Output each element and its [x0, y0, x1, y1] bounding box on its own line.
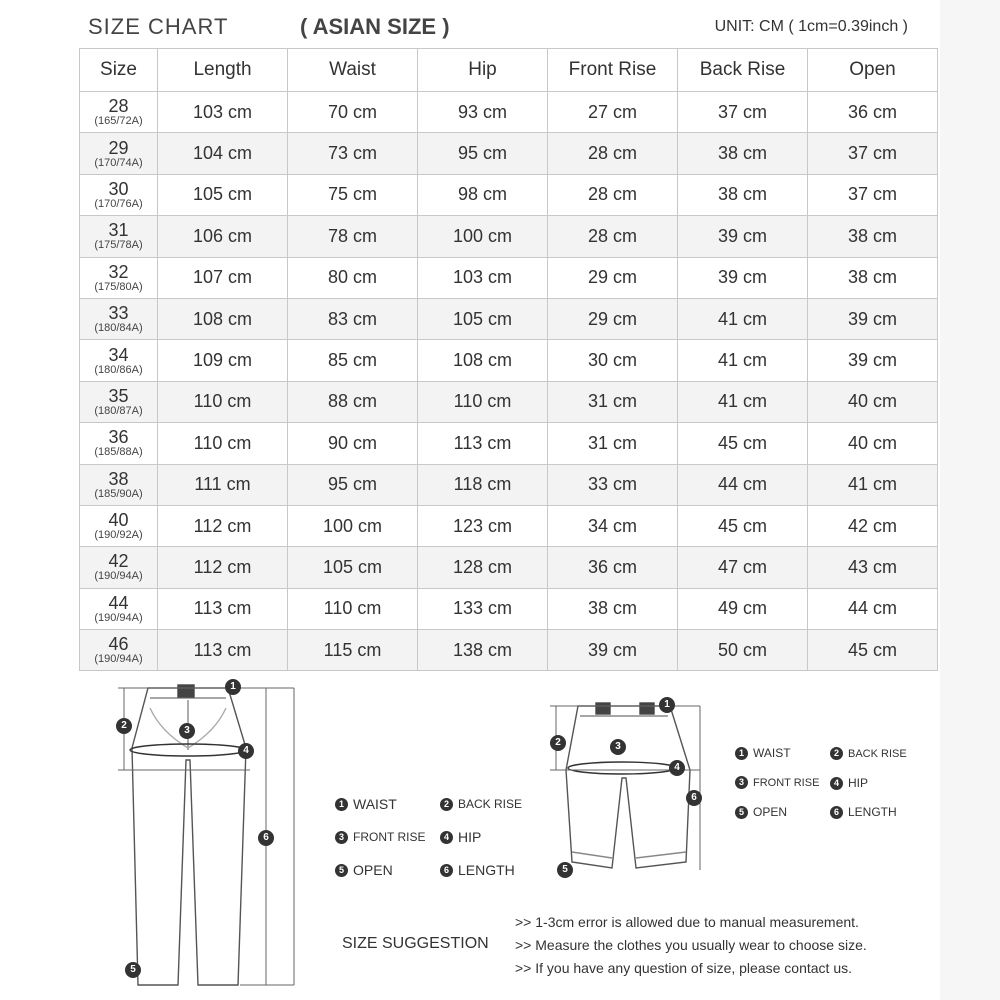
number-3-icon: 3: [179, 723, 195, 739]
legend-label: WAIST: [753, 746, 791, 760]
open-cell: 38 cm: [808, 216, 938, 257]
legend-label: HIP: [458, 829, 482, 845]
open-cell: 38 cm: [808, 257, 938, 298]
open-cell: 45 cm: [808, 630, 938, 671]
legend-label: FRONT RISE: [753, 776, 820, 789]
back-rise-cell: 41 cm: [678, 381, 808, 422]
number-3-icon: 3: [735, 776, 748, 789]
number-2-icon: 2: [116, 718, 132, 734]
waist-cell: 90 cm: [288, 423, 418, 464]
size-code: (170/76A): [94, 197, 143, 210]
column-header: Back Rise: [678, 49, 808, 92]
chart-subtitle: ( ASIAN SIZE ): [300, 14, 450, 39]
waist-cell: 85 cm: [288, 340, 418, 381]
back-rise-cell: 38 cm: [678, 133, 808, 174]
legend-open: [335, 862, 393, 878]
back-rise-cell: 38 cm: [678, 174, 808, 215]
legend-length: [440, 862, 515, 878]
size-code: (180/84A): [94, 322, 143, 335]
number-2-icon: 2: [550, 735, 566, 751]
size-code: (170/74A): [94, 156, 143, 169]
size-number: 28: [108, 96, 129, 117]
legend-back-rise: [440, 797, 522, 811]
column-header: Open: [808, 49, 938, 92]
front-rise-cell: 28 cm: [548, 174, 678, 215]
open-cell: 37 cm: [808, 174, 938, 215]
back-rise-cell: 49 cm: [678, 588, 808, 629]
size-suggestion-title: SIZE SUGGESTION: [342, 935, 489, 952]
size-number: 36: [108, 427, 129, 448]
length-cell: 108 cm: [158, 298, 288, 339]
chart-title: SIZE CHART: [88, 14, 229, 39]
column-header: Length: [158, 49, 288, 92]
number-6-icon: 6: [440, 864, 453, 877]
legend-label: LENGTH: [458, 862, 515, 878]
back-rise-cell: 44 cm: [678, 464, 808, 505]
back-rise-cell: 37 cm: [678, 92, 808, 133]
open-cell: 37 cm: [808, 133, 938, 174]
front-rise-cell: 28 cm: [548, 133, 678, 174]
legend-hip-short: [830, 776, 868, 790]
short-pants-drawing: [566, 703, 690, 868]
unit-note: UNIT: CM ( 1cm=0.39inch ): [714, 18, 908, 35]
hip-cell: 103 cm: [418, 257, 548, 298]
suggestion-line: >> If you have any question of size, please contact us.: [515, 960, 852, 976]
number-3-icon: 3: [335, 831, 348, 844]
open-cell: 42 cm: [808, 505, 938, 546]
back-rise-cell: 41 cm: [678, 340, 808, 381]
open-cell: 44 cm: [808, 588, 938, 629]
number-5-icon: 5: [557, 862, 573, 878]
legend-label: OPEN: [353, 862, 393, 878]
number-6-icon: 6: [686, 790, 702, 806]
open-cell: 36 cm: [808, 92, 938, 133]
length-cell: 104 cm: [158, 133, 288, 174]
size-number: 34: [108, 344, 129, 365]
number-5-icon: 5: [335, 864, 348, 877]
hip-cell: 133 cm: [418, 588, 548, 629]
length-cell: 103 cm: [158, 92, 288, 133]
length-cell: 110 cm: [158, 381, 288, 422]
back-rise-cell: 45 cm: [678, 505, 808, 546]
open-cell: 43 cm: [808, 547, 938, 588]
column-header: Hip: [418, 49, 548, 92]
size-code: (190/94A): [94, 653, 143, 666]
open-cell: 40 cm: [808, 423, 938, 464]
legend-length-short: [830, 805, 897, 819]
waist-cell: 115 cm: [288, 630, 418, 671]
size-code: (175/80A): [94, 280, 143, 293]
legend-front-rise: [335, 830, 425, 844]
hip-cell: 110 cm: [418, 381, 548, 422]
front-rise-cell: 34 cm: [548, 505, 678, 546]
legend-label: OPEN: [753, 805, 788, 819]
size-number: 42: [108, 551, 129, 572]
front-rise-cell: 29 cm: [548, 257, 678, 298]
length-cell: 106 cm: [158, 216, 288, 257]
open-cell: 39 cm: [808, 298, 938, 339]
number-1-icon: 1: [735, 747, 748, 760]
size-number: 40: [108, 510, 129, 531]
suggestion-line: >> Measure the clothes you usually wear to choose size.: [515, 937, 867, 953]
column-header: Waist: [288, 49, 418, 92]
column-header: Front Rise: [548, 49, 678, 92]
number-6-icon: 6: [258, 830, 274, 846]
size-number: 31: [108, 220, 129, 241]
number-4-icon: 4: [830, 777, 843, 790]
size-number: 46: [108, 634, 129, 655]
size-code: (180/87A): [94, 404, 143, 417]
size-code: (185/90A): [94, 487, 143, 500]
legend-back-rise-short: [830, 747, 907, 760]
length-cell: 112 cm: [158, 547, 288, 588]
open-cell: 39 cm: [808, 340, 938, 381]
back-rise-cell: 47 cm: [678, 547, 808, 588]
size-code: (185/88A): [94, 446, 143, 459]
size-number: 30: [108, 178, 129, 199]
size-code: (180/86A): [94, 363, 143, 376]
hip-cell: 123 cm: [418, 505, 548, 546]
size-number: 32: [108, 261, 129, 282]
hip-cell: 108 cm: [418, 340, 548, 381]
hip-cell: 113 cm: [418, 423, 548, 464]
open-cell: 41 cm: [808, 464, 938, 505]
waist-cell: 73 cm: [288, 133, 418, 174]
front-rise-cell: 27 cm: [548, 92, 678, 133]
length-cell: 112 cm: [158, 505, 288, 546]
waist-cell: 105 cm: [288, 547, 418, 588]
back-rise-cell: 39 cm: [678, 216, 808, 257]
number-5-icon: 5: [125, 962, 141, 978]
back-rise-cell: 50 cm: [678, 630, 808, 671]
legend-hip: [440, 829, 481, 845]
number-1-icon: 1: [659, 697, 675, 713]
number-1-icon: 1: [225, 679, 241, 695]
length-cell: 113 cm: [158, 630, 288, 671]
size-code: (190/92A): [94, 529, 143, 542]
size-code: (190/94A): [94, 570, 143, 583]
column-header: Size: [80, 49, 158, 92]
waist-cell: 83 cm: [288, 298, 418, 339]
length-cell: 109 cm: [158, 340, 288, 381]
size-number: 35: [108, 385, 129, 406]
legend-label: HIP: [848, 776, 869, 790]
waist-cell: 95 cm: [288, 464, 418, 505]
size-number: 33: [108, 303, 129, 324]
legend-label: BACK RISE: [458, 797, 523, 811]
legend-label: FRONT RISE: [353, 830, 426, 844]
waist-cell: 80 cm: [288, 257, 418, 298]
size-number: 29: [108, 137, 129, 158]
legend-label: BACK RISE: [848, 747, 907, 760]
length-cell: 111 cm: [158, 464, 288, 505]
size-code: (165/72A): [94, 115, 143, 128]
front-rise-cell: 36 cm: [548, 547, 678, 588]
legend-waist: [335, 796, 397, 812]
length-cell: 110 cm: [158, 423, 288, 464]
hip-cell: 98 cm: [418, 174, 548, 215]
front-rise-cell: 29 cm: [548, 298, 678, 339]
legend-label: LENGTH: [848, 805, 897, 819]
number-1-icon: 1: [335, 798, 348, 811]
size-code: (175/78A): [94, 239, 143, 252]
waist-cell: 100 cm: [288, 505, 418, 546]
suggestion-line: >> 1-3cm error is allowed due to manual measurement.: [515, 914, 859, 930]
waist-cell: 88 cm: [288, 381, 418, 422]
length-cell: 113 cm: [158, 588, 288, 629]
size-number: 38: [108, 468, 129, 489]
front-rise-cell: 28 cm: [548, 216, 678, 257]
number-6-icon: 6: [830, 806, 843, 819]
hip-cell: 93 cm: [418, 92, 548, 133]
hip-cell: 128 cm: [418, 547, 548, 588]
number-2-icon: 2: [830, 747, 843, 760]
number-4-icon: 4: [669, 760, 685, 776]
length-cell: 107 cm: [158, 257, 288, 298]
front-rise-cell: 31 cm: [548, 381, 678, 422]
number-3-icon: 3: [610, 739, 626, 755]
size-code: (190/94A): [94, 611, 143, 624]
size-number: 44: [108, 592, 129, 613]
number-4-icon: 4: [440, 831, 453, 844]
hip-cell: 118 cm: [418, 464, 548, 505]
front-rise-cell: 39 cm: [548, 630, 678, 671]
number-4-icon: 4: [238, 743, 254, 759]
hip-cell: 138 cm: [418, 630, 548, 671]
waist-cell: 70 cm: [288, 92, 418, 133]
waist-cell: 75 cm: [288, 174, 418, 215]
back-rise-cell: 39 cm: [678, 257, 808, 298]
front-rise-cell: 31 cm: [548, 423, 678, 464]
legend-open-short: [735, 805, 787, 819]
hip-cell: 95 cm: [418, 133, 548, 174]
number-5-icon: 5: [735, 806, 748, 819]
open-cell: 40 cm: [808, 381, 938, 422]
waist-cell: 110 cm: [288, 588, 418, 629]
hip-cell: 100 cm: [418, 216, 548, 257]
back-rise-cell: 41 cm: [678, 298, 808, 339]
legend-label: WAIST: [353, 796, 397, 812]
front-rise-cell: 33 cm: [548, 464, 678, 505]
front-rise-cell: 38 cm: [548, 588, 678, 629]
number-2-icon: 2: [440, 798, 453, 811]
hip-cell: 105 cm: [418, 298, 548, 339]
legend-front-rise-short: [735, 776, 819, 789]
length-cell: 105 cm: [158, 174, 288, 215]
legend-waist-short: [735, 746, 791, 760]
back-rise-cell: 45 cm: [678, 423, 808, 464]
front-rise-cell: 30 cm: [548, 340, 678, 381]
waist-cell: 78 cm: [288, 216, 418, 257]
